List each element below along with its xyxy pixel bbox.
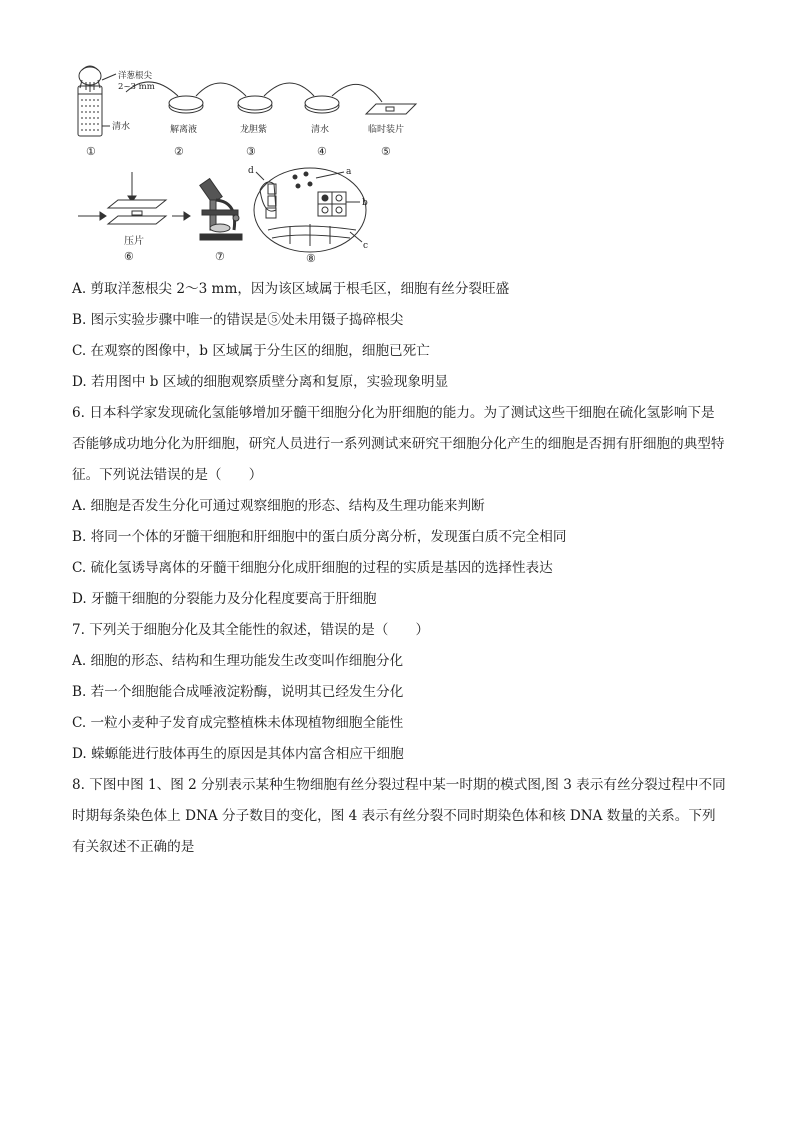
step-number-2: ② xyxy=(174,145,184,158)
root-tip-label: 洋葱根尖 xyxy=(118,71,153,81)
step-number-4: ④ xyxy=(317,145,327,158)
label-c: c xyxy=(363,241,369,251)
step-number-7: ⑦ xyxy=(215,250,225,263)
question-6 xyxy=(72,398,728,615)
q7-option-c: C. 一粒小麦种子发育成完整植株未体现植物细胞全能性 xyxy=(72,715,404,731)
step-number-8: ⑧ xyxy=(306,252,316,265)
question-content xyxy=(72,274,728,863)
q8-stem: 8. 下图中图 1、图 2 分别表示某种生物细胞有丝分裂过程中某一时期的模式图,图 3 表示有丝分裂过程中不同时期每条染色体上 DNA 分子数目的变化，图 4 表示有丝分裂不同时期染色体和核 DNA 数量的关系。下列有关叙述不正确的是 xyxy=(72,777,726,855)
step2-label: 解离液 xyxy=(170,125,198,135)
q6-option-d: D. 牙髓干细胞的分裂能力及分化程度要高于肝细胞 xyxy=(72,591,377,607)
question-8 xyxy=(72,770,728,863)
label-a: a xyxy=(346,167,352,177)
q7-option-d: D. 蝾螈能进行肢体再生的原因是其体内富含相应干细胞 xyxy=(72,746,404,762)
petri-dish-3 xyxy=(305,96,339,113)
label-d: d xyxy=(248,166,254,176)
press-slide xyxy=(78,172,190,224)
experiment-diagram xyxy=(60,60,440,270)
field-of-view xyxy=(254,168,369,252)
q6-option-b: B. 将同一个体的牙髓干细胞和肝细胞中的蛋白质分离分析，发现蛋白质不完全相同 xyxy=(72,529,567,545)
q5-options xyxy=(72,274,728,398)
step-number-5: ⑤ xyxy=(381,145,391,158)
q7-option-b: B. 若一个细胞能合成唾液淀粉酶，说明其已经发生分化 xyxy=(72,684,404,700)
q5-option-b: B. 图示实验步骤中唯一的错误是⑤处未用镊子捣碎根尖 xyxy=(72,312,404,328)
length-label: 2~3 mm xyxy=(118,82,155,92)
q5-option-c: C. 在观察的图像中，b 区域属于分生区的细胞，细胞已死亡 xyxy=(72,343,430,359)
q6-option-a: A. 细胞是否发生分化可通过观察细胞的形态、结构及生理功能来判断 xyxy=(72,498,485,514)
step-number-6: ⑥ xyxy=(124,250,134,263)
q7-option-a: A. 细胞的形态、结构和生理功能发生改变叫作细胞分化 xyxy=(72,653,404,669)
step-number-1: ① xyxy=(86,145,96,158)
press-label: 压片 xyxy=(124,236,144,247)
petri-dish-1 xyxy=(169,96,203,113)
q7-stem: 7. 下列关于细胞分化及其全能性的叙述，错误的是（ ） xyxy=(72,622,430,638)
water-label: 清水 xyxy=(112,122,131,132)
step3-label: 龙胆紫 xyxy=(240,125,268,135)
q6-stem: 6. 日本科学家发现硫化氢能够增加牙髓干细胞分化为肝细胞的能力。为了测试这些干细胞在硫化氢影响下是否能够成功地分化为肝细胞，研究人员进行一系列测试来研究干细胞分化产生的细胞是否拥有肝细胞的典型特征。下列说法错误的是（ ） xyxy=(72,405,725,483)
q5-option-d: D. 若用图中 b 区域的细胞观察质壁分离和复原，实验现象明显 xyxy=(72,374,449,390)
petri-dish-2 xyxy=(238,96,272,113)
step-number-3: ③ xyxy=(246,145,256,158)
label-b: b xyxy=(362,198,368,208)
q5-option-a: A. 剪取洋葱根尖 2～3 mm，因为该区域属于根毛区，细胞有丝分裂旺盛 xyxy=(72,281,510,297)
step4-label: 清水 xyxy=(311,125,330,135)
glass-slide xyxy=(366,104,416,114)
q6-option-c: C. 硫化氢诱导离体的牙髓干细胞分化成肝细胞的过程的实质是基因的选择性表达 xyxy=(72,560,553,576)
question-7 xyxy=(72,615,728,770)
step5-label: 临时装片 xyxy=(368,125,405,135)
microscope xyxy=(200,179,242,240)
onion-beaker xyxy=(78,66,116,136)
experiment-figure xyxy=(60,60,440,270)
